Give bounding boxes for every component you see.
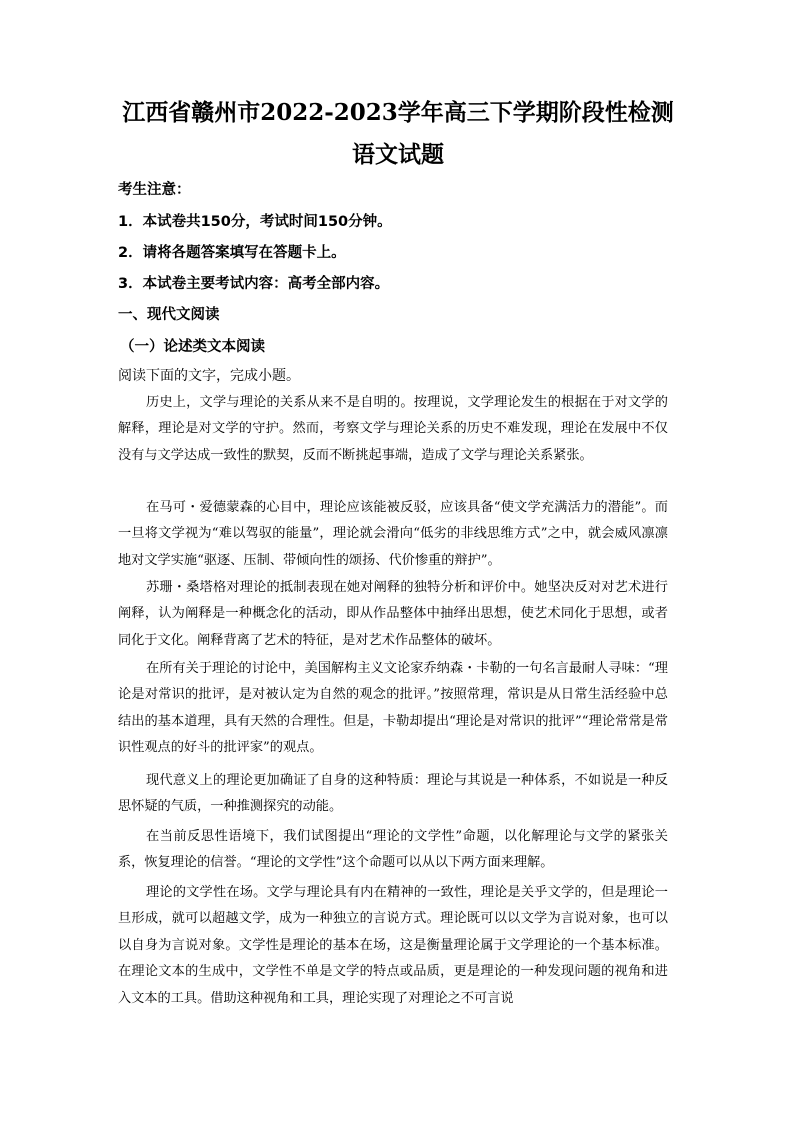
reading-instruction: 阅读下面的文字，完成小题。	[118, 368, 300, 384]
paragraph-7: 理论的文学性在场。文学与理论具有内在精神的一致性，理论是关乎文学的，但是理论一旦形成，就可以超越文学，成为一种独立的言说方式。理论既可以以文学为言说对象，也可以以自身为言说对象。文学性是理论的基本在场，这是衡量理论属于文学理论的一个基本标准。在理论文本的生成中，文学性不单是文学的特点或品质，更是理论的一种发现问题的视角和进入文本的工具。借助这种视角和工具，理论实现了对理论之不可言说	[118, 885, 668, 1006]
section-heading: 一、现代文阅读	[118, 307, 220, 323]
paragraph-4: 在所有关于理论的讨论中，美国解构主义文论家乔纳森・卡勒的一句名言最耐人寻味：“理论是对常识的批评，是对被认定为自然的观念的批评。”按照常理，常识是从日常生活经验中总结出的基本道理，具有天然的合理性。但是，卡勒却提出“理论是对常识的批评”“理论常常是常识性观点的好斗的批评家”的观点。	[118, 661, 668, 756]
subsection-heading: （一）论述类文本阅读	[120, 339, 265, 355]
notice-item-3: 3．本试卷主要考试内容：高考全部内容。	[118, 276, 390, 292]
notice-item-1: 1．本试卷共150分，考试时间150分钟。	[118, 214, 392, 230]
paragraph-5: 现代意义上的理论更加确证了自身的这种特质：理论与其说是一种体系，不如说是一种反思怀疑的气质，一种推测探究的动能。	[118, 773, 668, 815]
notice-item-2: 2．请将各题答案填写在答题卡上。	[118, 245, 346, 261]
document-title: 江西省赣州市2022-2023学年高三下学期阶段性检测语文试题	[122, 99, 674, 168]
paragraph-1: 历史上，文学与理论的关系从来不是自明的。按理说，文学理论发生的根据在于对文学的解释，理论是对文学的守护。然而，考察文学与理论关系的历史不难发现，理论在发展中不仅没有与文学达成一致性的默契，反而不断挑起事端，造成了文学与理论关系紧张。	[118, 395, 668, 463]
paragraph-3: 苏珊・桑塔格对理论的抵制表现在她对阐释的独特分析和评价中。她坚决反对对艺术进行阐释，认为阐释是一种概念化的活动，即从作品整体中抽绎出思想，使艺术同化于思想，或者同化于文化。阐释背离了艺术的特征，是对艺术作品整体的破坏。	[118, 580, 668, 648]
paragraph-6: 在当前反思性语境下，我们试图提出“理论的文学性”命题，以化解理论与文学的紧张关系，恢复理论的信誉。“理论的文学性”这个命题可以从以下两方面来理解。	[118, 829, 668, 871]
paragraph-2: 在马可・爱德蒙森的心目中，理论应该能被反驳，应该具备“使文学充满活力的潜能”。而一旦将文学视为“难以驾驭的能量”，理论就会滑向“低劣的非线思维方式”之中，就会威风凛凛地对文学实施“驱逐、压制、带倾向性的颂扬、代价惨重的辩护”。	[118, 500, 668, 568]
notice-heading: 考生注意：	[118, 182, 191, 198]
